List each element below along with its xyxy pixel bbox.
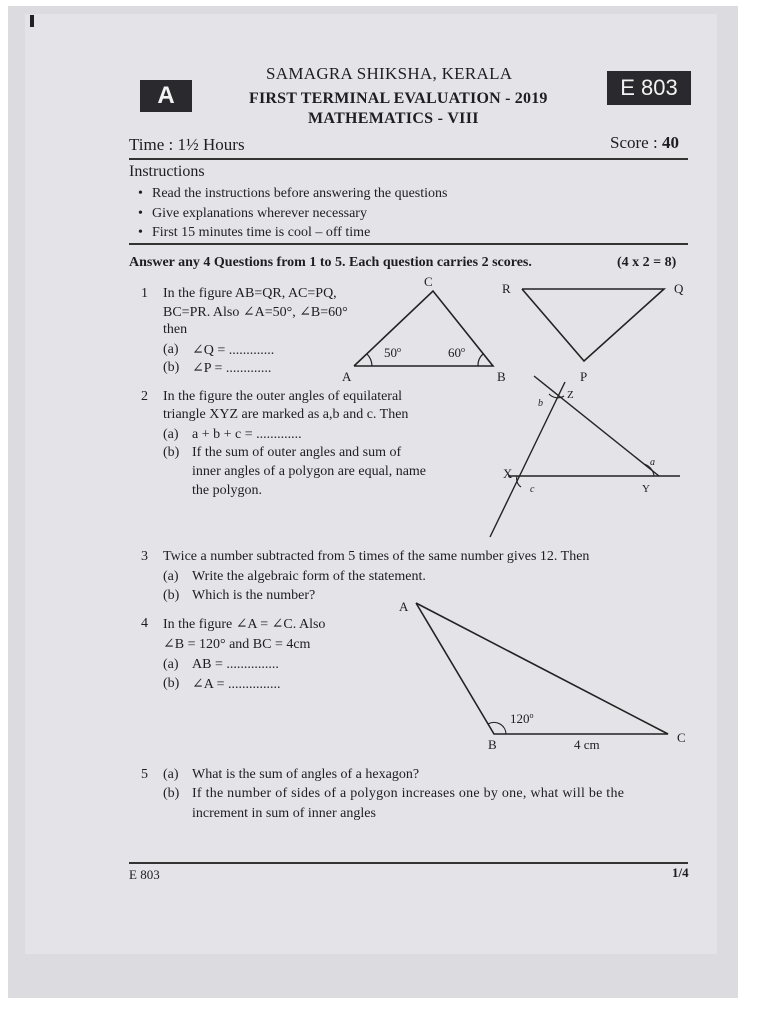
angle-label: b <box>538 398 543 409</box>
angle-label: 120$^o$ <box>510 711 534 726</box>
vertex-label: Q <box>674 281 684 296</box>
q1-text: then <box>163 322 188 337</box>
vertex-label: A <box>399 599 409 614</box>
vertex-label: Z <box>567 389 574 401</box>
q3b-text: Which is the number? <box>192 588 316 603</box>
angle-label: c <box>530 484 535 495</box>
q5b-text: If the number of sides of a polygon increases one by one, what will be the <box>192 786 625 801</box>
q2-number: 2 <box>141 389 148 404</box>
angle-label: 60$^o$ <box>448 345 465 360</box>
vertex-label: R <box>502 281 511 296</box>
footer-code: E 803 <box>129 867 160 882</box>
q2a-label: (a) <box>163 427 179 442</box>
q4-text: In the figure ∠A = ∠C. Also <box>163 617 326 632</box>
vertex-label: B <box>497 369 506 384</box>
q2b-text: inner angles of a polygon are equal, name <box>192 464 427 479</box>
q5b-text: increment in sum of inner angles <box>192 806 376 821</box>
q5a-text: What is the sum of angles of a hexagon? <box>192 767 420 782</box>
angle-label: 50$^o$ <box>384 345 401 360</box>
q4b-label: (b) <box>163 676 180 691</box>
instruction-item: • Read the instructions before answering the questions <box>138 184 447 204</box>
angle-label: a <box>650 457 655 468</box>
q1b-text: ∠P = ............. <box>192 361 272 376</box>
q5b-label: (b) <box>163 786 180 801</box>
q5-number: 5 <box>141 767 148 782</box>
q1-text: BC=PR. Also ∠A=50°, ∠B=60° <box>163 305 348 320</box>
instruction-item: • First 15 minutes time is cool – off time <box>138 223 447 243</box>
page-number: 1/4 <box>672 865 689 880</box>
q3b-label: (b) <box>163 588 180 603</box>
q2a-text: a + b + c = ............. <box>192 427 302 442</box>
q2-text: triangle XYZ are marked as a,b and c. Then <box>163 407 409 422</box>
vertex-label: P <box>580 369 588 384</box>
q3-text: Twice a number subtracted from 5 times of the same number gives 12. Then <box>163 549 590 564</box>
paper-code-badge: E 803 <box>607 71 691 105</box>
q2b-label: (b) <box>163 445 180 460</box>
score-value: 40 <box>661 133 679 152</box>
side-label: 4 cm <box>574 737 600 752</box>
footer-rule <box>129 862 688 864</box>
q3-number: 3 <box>141 549 148 564</box>
vertex-label: X <box>503 466 513 481</box>
organization-title: SAMAGRA SHIKSHA, KERALA <box>266 64 513 83</box>
score-label: Score : 40 <box>610 133 679 152</box>
q1-text: In the figure AB=QR, AC=PQ, <box>163 286 337 301</box>
q1a-label: (a) <box>163 342 179 357</box>
q3a-text: Write the algebraic form of the statement. <box>192 569 426 584</box>
q1a-text: ∠Q = ............. <box>192 343 275 358</box>
subject-title: MATHEMATICS - VIII <box>308 110 479 127</box>
q3a-label: (a) <box>163 569 179 584</box>
time-label: Time : 1½ Hours <box>129 135 245 154</box>
set-badge: A <box>140 80 192 112</box>
q4a-text: AB = ............... <box>192 657 279 672</box>
vertex-label: C <box>424 274 433 289</box>
vertex-label: Y <box>642 483 650 495</box>
q2-text: In the figure the outer angles of equilateral <box>163 389 403 404</box>
q4-text: ∠B = 120° and BC = 4cm <box>163 637 311 652</box>
q4a-label: (a) <box>163 657 179 672</box>
vertex-label: A <box>342 369 352 384</box>
q1-number: 1 <box>141 286 148 301</box>
q2b-text: the polygon. <box>192 483 262 498</box>
vertex-label: C <box>677 730 686 745</box>
q2b-text: If the sum of outer angles and sum of <box>192 445 402 460</box>
section-heading: Answer any 4 Questions from 1 to 5. Each question carries 2 scores. <box>129 255 532 270</box>
instructions-title: Instructions <box>129 163 205 180</box>
q4-number: 4 <box>141 616 148 631</box>
exam-title: FIRST TERMINAL EVALUATION - 2019 <box>249 90 548 107</box>
vertex-label: B <box>488 737 497 752</box>
q5a-label: (a) <box>163 767 179 782</box>
q1b-label: (b) <box>163 360 180 375</box>
section-marks: (4 x 2 = 8) <box>617 255 677 270</box>
instruction-item: • Give explanations wherever necessary <box>138 204 447 224</box>
q4b-text: ∠A = ............... <box>192 677 281 692</box>
